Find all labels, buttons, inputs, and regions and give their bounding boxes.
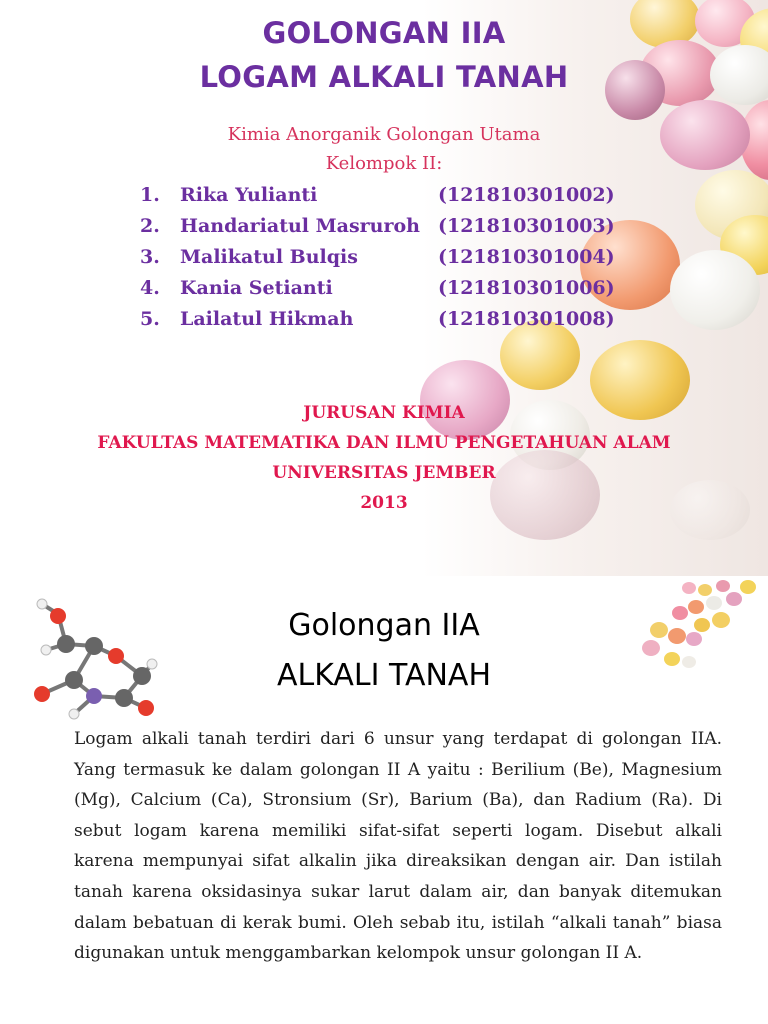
member-item xyxy=(140,246,640,277)
slide-title-line1: GOLONGAN IIA xyxy=(262,16,506,50)
member-name: Kania Setianti xyxy=(180,277,333,299)
member-item xyxy=(140,215,640,246)
member-number: 1. xyxy=(140,184,160,206)
member-list xyxy=(140,184,640,339)
member-item xyxy=(140,184,640,215)
department-name: JURUSAN KIMIA xyxy=(303,403,465,423)
course-subtitle: Kimia Anorganik Golongan Utama xyxy=(227,124,541,145)
content-title-line2: ALKALI TANAH xyxy=(276,658,492,693)
member-number: 3. xyxy=(140,246,160,268)
content-title-line1: Golongan IIA xyxy=(288,608,480,643)
member-name: Malikatul Bulqis xyxy=(180,246,358,268)
group-label: Kelompok II: xyxy=(325,153,443,174)
faculty-name: FAKULTAS MATEMATIKA DAN ILMU PENGETAHUAN ALAM xyxy=(97,433,671,453)
member-number: 4. xyxy=(140,277,160,299)
member-id: (121810301003) xyxy=(438,215,615,237)
slide-title-line2: LOGAM ALKALI TANAH xyxy=(199,60,569,94)
member-number: 5. xyxy=(140,308,160,330)
member-id: (121810301004) xyxy=(438,246,615,268)
member-id: (121810301006) xyxy=(438,277,615,299)
member-id: (121810301008) xyxy=(438,308,615,330)
member-id: (121810301002) xyxy=(438,184,615,206)
member-name: Rika Yulianti xyxy=(180,184,318,206)
year-label: 2013 xyxy=(360,493,408,513)
member-item xyxy=(140,308,640,339)
member-name: Lailatul Hikmah xyxy=(180,308,354,330)
member-name: Handariatul Masruroh xyxy=(180,215,420,237)
member-item xyxy=(140,277,640,308)
university-name: UNIVERSITAS JEMBER xyxy=(272,463,496,483)
member-number: 2. xyxy=(140,215,160,237)
description-paragraph: Logam alkali tanah terdiri dari 6 unsur yang terdapat di golongan IIA. Yang termasuk ke dalam golongan II A yaitu : Berilium (Be), Magnesium (Mg), Calcium (Ca), Stronsium (Sr), Barium (Ba), dan Radium (Ra). Di sebut logam karena memiliki sifat-sifat seperti logam. Disebut alkali karena mempunyai sifat alkalin jika direaksikan dengan air. Dan istilah tanah karena oksidasinya sukar larut dalam air, dan banyak ditemukan dalam bebatuan di kerak bumi. Oleh sebab itu, istilah “alkali tanah” biasa digunakan untuk menggambarkan kelompok unsur golongan II A. xyxy=(74,729,722,964)
